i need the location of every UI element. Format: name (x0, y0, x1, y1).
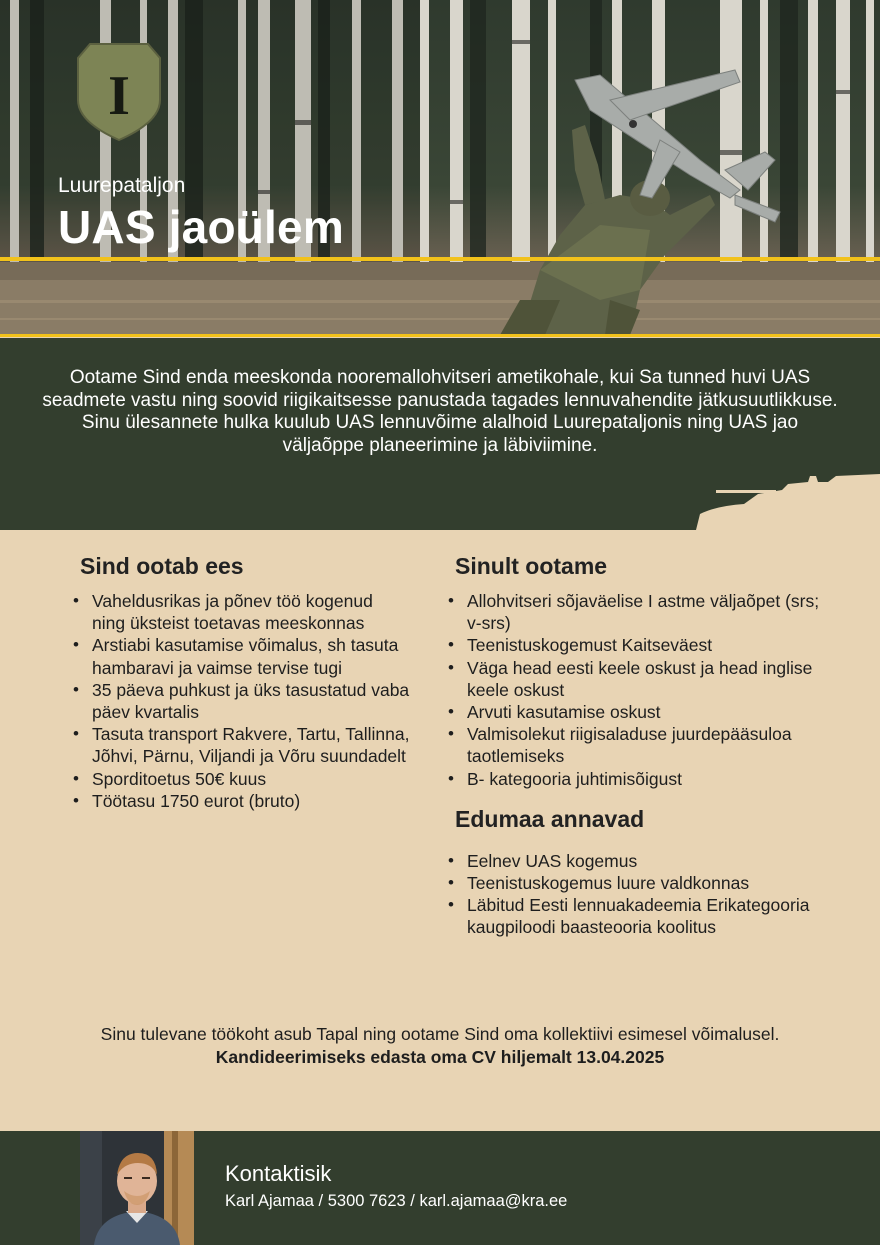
page-title: UAS jaoülem (58, 201, 344, 253)
closing-text: Sinu tulevane töökoht asub Tapal ning ootame Sind oma kollektiivi esimesel võimalusel. (100, 1024, 780, 1044)
unit-name: Luurepataljon (58, 174, 186, 197)
application-deadline: Kandideerimiseks edasta oma CV hiljemalt 13.04.2025 (215, 1046, 665, 1067)
list-item: • Arvuti kasutamise oskust (455, 701, 825, 723)
svg-text:I: I (108, 65, 130, 127)
accent-stripe-bottom (0, 334, 880, 337)
list-item: • Eelnev UAS kogemus (455, 850, 825, 872)
list-item: • Allohvitseri sõjaväelise I astme väljaõpet (srs; v-srs) (455, 590, 825, 634)
requirements-heading: Sinult ootame (455, 553, 608, 579)
offer-heading: Sind ootab ees (80, 553, 244, 579)
list-item: • Arstiabi kasutamise võimalus, sh tasuta hambaravi ja vaimse tervise tugi (80, 634, 410, 678)
list-item: • Valmisolekut riigisaladuse juurdepääsuloa taotlemiseks (455, 723, 825, 767)
closing-section (60, 1023, 820, 1068)
list-item: • Tasuta transport Rakvere, Tartu, Tallinna, Jõhvi, Pärnu, Viljandi ja Võru suundadelt (80, 723, 410, 767)
contact-details: Karl Ajamaa / 5300 7623 / karl.ajamaa@kra.ee (225, 1192, 568, 1210)
contact-heading: Kontaktisik (225, 1161, 332, 1186)
accent-stripe-top (0, 257, 880, 261)
list-item: • Sporditoetus 50€ kuus (80, 768, 410, 790)
contact-footer (0, 1131, 880, 1245)
tank-silhouette-icon (696, 472, 880, 530)
list-item: • B- kategooria juhtimisõigust (455, 768, 825, 790)
requirements-column (455, 553, 825, 939)
list-item: • Teenistuskogemust Kaitseväest (455, 634, 825, 656)
list-item: • Väga head eesti keele oskust ja head inglise keele oskust (455, 657, 825, 701)
offer-list (80, 590, 410, 812)
advantages-heading: Edumaa annavad (455, 805, 645, 832)
offer-column (80, 553, 410, 812)
requirements-list (455, 590, 825, 790)
hero-banner (0, 0, 880, 337)
list-item: • 35 päeva puhkust ja üks tasustatud vaba päev kvartalis (80, 679, 410, 723)
list-item: • Teenistuskogemus luure valdkonnas (455, 872, 825, 894)
list-item: • Vaheldusrikas ja põnev töö kogenud ning üksteist toetavas meeskonnas (80, 590, 410, 634)
list-item: • Töötasu 1750 eurot (bruto) (80, 790, 410, 812)
list-item: • Läbitud Eesti lennuakadeemia Erikategooria kaugpiloodi baasteooria koolitus (455, 894, 825, 938)
battalion-shield-icon (76, 42, 162, 142)
intro-text: Ootame Sind enda meeskonda nooremallohvitseri ametikohale, kui Sa tunned huvi UAS seadmete vastu ning soovid riigikaitsesse panustada tagades lennuvahendite jätkusuutlikkuse. Sinu ülesannete hulka kuulub UAS lennuvõime alalhoid Luurepataljonis ning UAS jao väljaõppe planeerimine ja läbiviimine. (42, 367, 838, 456)
contact-person-photo (80, 1131, 194, 1245)
advantages-list (455, 850, 825, 939)
